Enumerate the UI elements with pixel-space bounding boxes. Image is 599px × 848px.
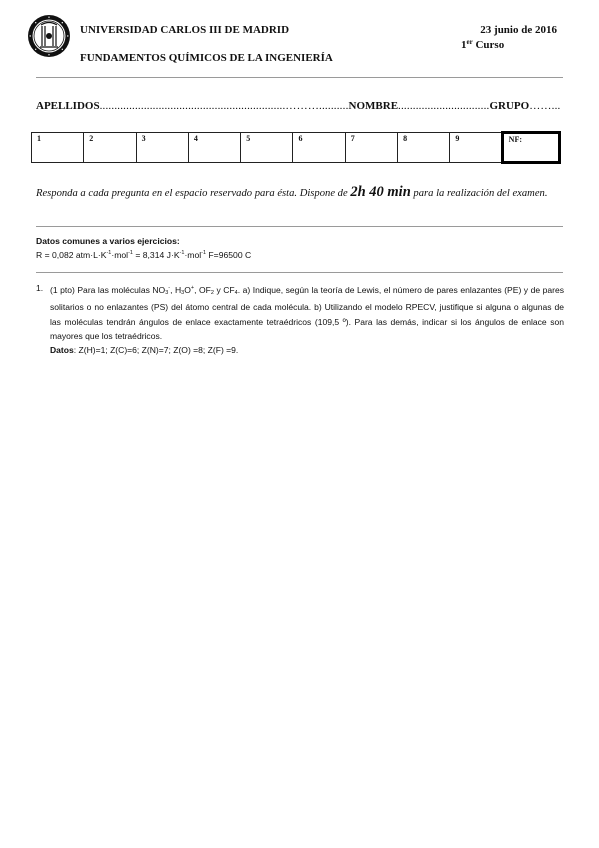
name-field[interactable]: ...............................	[398, 100, 490, 112]
common-data-title: Datos comunes a varios ejercicios:	[36, 236, 180, 246]
exam-instructions	[36, 184, 556, 202]
subject-title: FUNDAMENTOS QUÍMICOS DE LA INGENIERÍA	[80, 52, 333, 64]
grade-box-7[interactable]: 7	[345, 133, 397, 163]
faraday-constant: F=96500 C	[206, 250, 252, 260]
university-name: UNIVERSIDAD CARLOS III DE MADRID	[80, 24, 290, 36]
question-number: 1.	[36, 283, 44, 293]
course-ordinal: er	[466, 38, 473, 46]
course-word: Curso	[475, 39, 505, 51]
grade-box-2[interactable]: 2	[84, 133, 136, 163]
surname-label: APELLIDOS	[36, 100, 100, 112]
course-label	[461, 38, 504, 51]
grade-table	[31, 131, 561, 164]
header-divider	[36, 77, 563, 78]
exam-duration: 2h 40 min	[350, 184, 411, 200]
common-data-values	[36, 250, 251, 260]
question-1	[36, 281, 564, 357]
instructions-text-1: Responda a cada pregunta en el espacio reservado para ésta. Dispone de	[36, 188, 351, 199]
grade-box-9[interactable]: 9	[450, 133, 502, 163]
gas-constant-atm: R = 0,082 atm·L·K	[36, 250, 107, 260]
instructions-text-2: para la realización del examen.	[410, 188, 548, 199]
final-grade-box[interactable]: NF:	[502, 133, 559, 163]
course-number: 1	[461, 39, 467, 51]
grade-box-5[interactable]: 5	[241, 133, 293, 163]
question-text: (1 pto) Para las moléculas $NO_3^-$, $H_3O^+$, $OF_2$ y $CF_4$. a) Indique, según la teoría de Lewis, el número de pares enlazantes (PE) y de pares solitarios o no enlazantes (PS) del átomo central de cada molécula. b) Utilizando el modelo RPECV, justifique si alguna o algunas de las moléculas tendrán ángulos de enlace exactamente tetraédricos (109,5 º). Para las demás, indicar si los ángulos de enlace son mayores que los tetraédricos. Datos: Z(H)=1; Z(C)=6; Z(N)=7; Z(O) =8; Z(F) =9.	[50, 285, 564, 356]
unit-mol: ·mol	[184, 250, 202, 260]
grade-row	[32, 133, 560, 163]
grade-box-1[interactable]: 1	[32, 133, 84, 163]
university-seal-icon	[27, 14, 71, 58]
surname-field[interactable]: ...............................................................………..........	[99, 100, 349, 112]
name-label: NOMBRE	[348, 100, 399, 112]
data-divider	[36, 272, 563, 273]
grade-box-8[interactable]: 8	[398, 133, 450, 163]
data-label: Datos	[50, 345, 74, 356]
group-field[interactable]: ……...	[529, 100, 561, 112]
instructions-divider	[36, 226, 563, 227]
exponent: -1	[201, 250, 207, 256]
exam-date: 23 junio de 2016	[480, 24, 557, 36]
group-label: GRUPO	[489, 100, 530, 112]
grade-box-4[interactable]: 4	[188, 133, 240, 163]
atomic-numbers: : Z(H)=1; Z(C)=6; Z(N)=7; Z(O) =8; Z(F) =9.	[73, 345, 239, 356]
exponent: -1	[128, 250, 133, 256]
grade-box-6[interactable]: 6	[293, 133, 345, 163]
student-id-line	[36, 100, 560, 112]
exponent: -1	[179, 250, 185, 256]
exponent: -1	[106, 250, 112, 256]
gas-constant-joule: = 8,314 J·K	[132, 250, 180, 260]
unit-mol: ·mol	[111, 250, 129, 260]
grade-box-3[interactable]: 3	[136, 133, 188, 163]
